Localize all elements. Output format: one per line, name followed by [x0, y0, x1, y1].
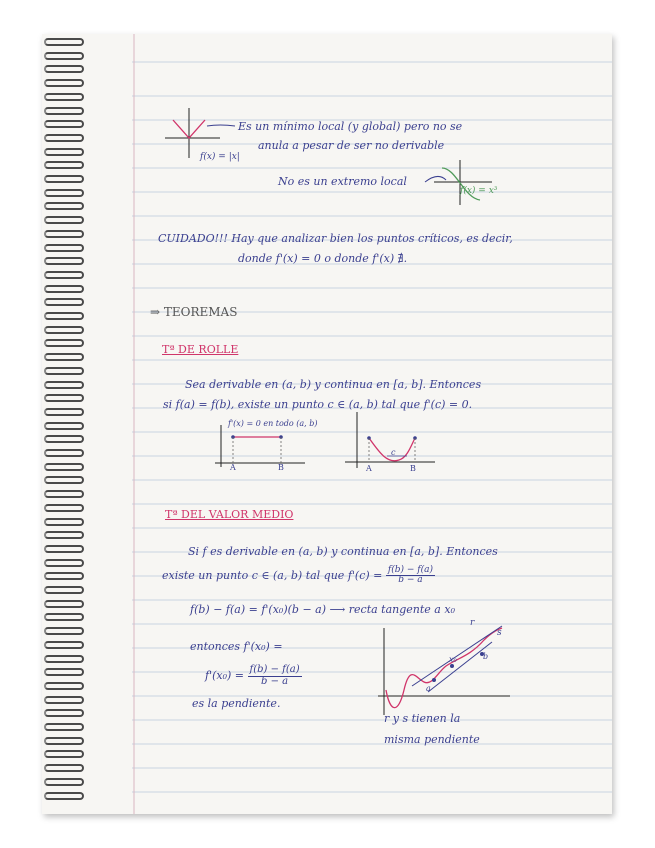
mvt-line2-text: existe un punto c ∈ (a, b) tal que f'(c) =: [162, 568, 383, 582]
spiral-ring: [44, 148, 84, 156]
then-line2: [205, 665, 302, 687]
spiral-ring: [44, 600, 84, 608]
abs-caption-line2: anula a pesar de ser no derivable: [258, 139, 445, 152]
spiral-ring: [44, 79, 84, 87]
spiral-ring: [44, 65, 84, 73]
rolle-curve-a: A: [366, 464, 372, 473]
rolle-line2: si f(a) = f(b), existe un punto c ∈ (a, b) tal que f'(c) = 0.: [163, 398, 473, 411]
rs-line1: r y s tienen la: [384, 712, 461, 725]
spiral-ring: [44, 696, 84, 704]
then-lhs: f'(x₀) =: [205, 669, 245, 682]
abs-caption-line1: Es un mínimo local (y global) pero no se: [238, 120, 463, 133]
rolle-graph-curve: [345, 412, 435, 474]
spiral-ring: [44, 476, 84, 484]
rolle-curve-c: c: [391, 448, 396, 457]
mvt-graph: [372, 620, 512, 715]
spiral-ring: [44, 312, 84, 320]
spiral-ring: [44, 709, 84, 717]
spiral-ring: [44, 449, 84, 457]
rolle-line1: Sea derivable en (a, b) y continua en [a, b]. Entonces: [185, 378, 482, 391]
mvt-fraction: [386, 566, 435, 586]
spiral-ring: [44, 531, 84, 539]
spiral-ring: [44, 764, 84, 772]
spiral-ring: [44, 161, 84, 169]
spiral-ring: [44, 792, 84, 800]
mvt-graph-s: s: [497, 628, 502, 638]
cubic-function-label: f(x) = x³: [460, 186, 498, 196]
spiral-ring: [44, 271, 84, 279]
spiral-ring: [44, 93, 84, 101]
spiral-ring: [44, 244, 84, 252]
then-line3: es la pendiente.: [192, 697, 281, 710]
then-fraction: [248, 665, 302, 687]
mvt-graph-b: b: [483, 652, 489, 661]
then-line1: entonces f'(x₀) =: [190, 640, 283, 653]
mvt-graph-r: r: [470, 618, 475, 628]
spiral-ring: [44, 189, 84, 197]
spiral-ring: [44, 298, 84, 306]
spiral-ring: [44, 216, 84, 224]
then-fraction-num: f(b) − f(a): [249, 664, 300, 675]
spiral-ring: [44, 326, 84, 334]
spiral-ring: [44, 381, 84, 389]
spiral-ring: [44, 504, 84, 512]
spiral-ring: [44, 545, 84, 553]
mvt-line1: Si f es derivable en (a, b) y continua en [a, b]. Entonces: [188, 545, 498, 558]
spiral-ring: [44, 682, 84, 690]
rs-line2: misma pendiente: [384, 733, 480, 746]
cubic-graph: [420, 160, 500, 210]
spiral-ring: [44, 230, 84, 238]
rolle-curve-b: B: [410, 464, 416, 473]
spiral-ring: [44, 394, 84, 402]
cuidado-line1: CUIDADO!!! Hay que analizar bien los puntos críticos, es decir,: [158, 232, 513, 245]
spiral-ring: [44, 723, 84, 731]
spiral-ring: [44, 586, 84, 594]
spiral-ring: [44, 134, 84, 142]
mvt-graph-x0: x₀: [449, 655, 457, 664]
rolle-graph-flat: [215, 425, 305, 475]
spiral-ring: [44, 367, 84, 375]
spiral-ring: [44, 435, 84, 443]
spiral-ring: [44, 655, 84, 663]
mvt-fraction-den: b − a: [398, 575, 423, 586]
spiral-ring: [44, 52, 84, 60]
mvt-equation: f(b) − f(a) = f'(x₀)(b − a) ⟶ recta tangente a x₀: [190, 603, 455, 616]
spiral-ring: [44, 202, 84, 210]
rolle-flat-a: A: [230, 463, 236, 472]
rolle-flat-b: B: [278, 463, 284, 472]
spiral-ring: [44, 490, 84, 498]
spiral-ring: [44, 778, 84, 786]
rolle-title: Tª DE ROLLE: [162, 343, 239, 356]
spiral-ring: [44, 339, 84, 347]
spiral-ring: [44, 572, 84, 580]
spiral-ring: [44, 408, 84, 416]
mvt-graph-a: a: [426, 684, 431, 693]
cuidado-line2: donde f'(x) = 0 o donde f'(x) ∄.: [238, 252, 408, 265]
section-heading: ⇒ TEOREMAS: [150, 305, 238, 319]
spiral-ring: [44, 107, 84, 115]
spiral-ring: [44, 737, 84, 745]
spiral-ring: [44, 559, 84, 567]
abs-function-label: f(x) = |x|: [200, 152, 240, 162]
spiral-ring: [44, 750, 84, 758]
spiral-ring: [44, 613, 84, 621]
cubic-caption: No es un extremo local: [278, 175, 407, 188]
spiral-ring: [44, 175, 84, 183]
mvt-title: Tª DEL VALOR MEDIO: [165, 508, 294, 521]
mvt-fraction-num: f(b) − f(a): [387, 565, 433, 575]
then-fraction-den: b − a: [261, 675, 289, 687]
spiral-ring: [44, 38, 84, 46]
spiral-ring: [44, 641, 84, 649]
rolle-flat-label: f'(x) = 0 en todo (a, b): [228, 419, 318, 428]
spiral-ring: [44, 285, 84, 293]
spiral-ring: [44, 668, 84, 676]
mvt-line2: [162, 566, 435, 586]
spiral-ring: [44, 518, 84, 526]
spiral-ring: [44, 627, 84, 635]
spiral-ring: [44, 353, 84, 361]
spiral-ring: [44, 463, 84, 471]
spiral-ring: [44, 257, 84, 265]
spiral-ring: [44, 120, 84, 128]
spiral-ring: [44, 422, 84, 430]
